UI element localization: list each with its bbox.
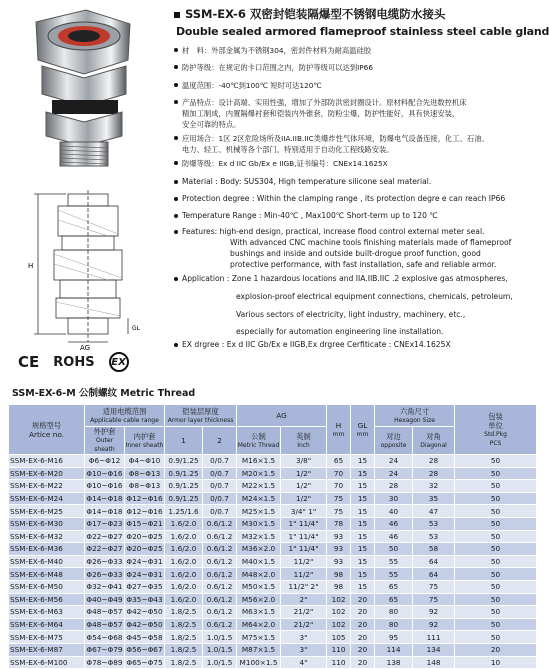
table-cell: 75: [327, 492, 351, 505]
table-cell: M100×1.5: [237, 656, 281, 669]
header-opposite: 对边 opposite: [375, 427, 413, 455]
table-cell: M30×1.5: [237, 517, 281, 530]
table-cell: 1.0/1.5: [203, 631, 237, 644]
spec-cn-features-line3: 安全可靠的特点。: [182, 120, 241, 129]
table-cell: M24×1.5: [237, 492, 281, 505]
table-cell: 114: [375, 643, 413, 656]
table-cell: 1.8/2.5: [165, 618, 203, 631]
table-row: [9, 631, 537, 644]
table-cell: 0/0.7: [203, 505, 237, 518]
table-cell: 20: [351, 643, 375, 656]
bullet-dot-icon: [174, 197, 178, 201]
table-row: [9, 517, 537, 530]
spec-cn-material: 材 料：外部金属为不锈钢304，密封件材料为耐高温硅胶: [182, 45, 371, 56]
rohs-mark-icon: ROHS: [53, 354, 95, 370]
table-cell: Φ12~Φ16: [126, 494, 163, 504]
dimension-ag-label: AG: [80, 344, 91, 352]
table-cell: SSM-EX-6-M56: [9, 593, 85, 606]
table-cell: Φ8~Φ13: [125, 467, 165, 480]
table-cell: Φ24~Φ31: [126, 557, 163, 567]
table-cell: M32×1.5: [237, 530, 281, 543]
header-outer-sheath: 外护套 Outer sheath: [85, 427, 125, 455]
table-cell: 102: [327, 606, 351, 619]
ex-mark-icon: EX: [109, 352, 129, 372]
bullet-dot-icon: [174, 214, 178, 218]
bullet-dot-icon: [174, 83, 178, 87]
table-cell: M16×1.5: [237, 455, 281, 468]
table-cell: 75: [413, 593, 455, 606]
table-cell: SSM-EX-6-M48: [9, 568, 85, 581]
table-cell: 1.6/2.0: [165, 593, 203, 606]
table-cell: 20: [351, 618, 375, 631]
table-cell: SSM-EX-6-M30: [9, 517, 85, 530]
header-package: 包装 单位 Std.Pkg PCS: [455, 405, 537, 455]
table-cell: 0.9/1.25: [165, 480, 203, 493]
table-cell: 93: [327, 530, 351, 543]
technical-drawing: [8, 190, 156, 350]
bullet-dot-icon: [174, 136, 178, 140]
header-metric: 公制 Metric Thread: [237, 427, 281, 455]
table-cell: Φ17~Φ23: [86, 519, 123, 529]
table-header-row-1: [9, 405, 537, 427]
table-cell: SSM-EX-6-M16: [9, 455, 85, 468]
table-cell: SSM-EX-6-M32: [9, 530, 85, 543]
table-cell: Φ14~Φ18: [86, 506, 123, 516]
spec-cn-application-line2: 电力、轻工、机械等各个部门，特别适用于自动化工程线路安装。: [182, 145, 394, 154]
table-cell: 50: [455, 555, 537, 568]
bullet-dot-icon: [174, 230, 178, 234]
table-row: [9, 593, 537, 606]
table-cell: SSM-EX-6-M100: [9, 656, 85, 669]
table-cell: 11/2": [281, 568, 327, 581]
table-cell: 0.6/1.2: [203, 568, 237, 581]
table-body: [9, 455, 537, 669]
specification-table: [8, 404, 537, 669]
table-cell: 30: [375, 492, 413, 505]
table-cell: 1/2": [281, 492, 327, 505]
table-cell: 46: [375, 517, 413, 530]
table-cell: 0.6/1.2: [203, 555, 237, 568]
spec-cn-protection: 防护等级：在规定的卡口范围之内，防护等级可以达到IP66: [182, 62, 373, 73]
table-cell: 50: [375, 543, 413, 556]
table-cell: Φ10~Φ16: [86, 468, 123, 478]
table-cell: SSM-EX-6-M64: [9, 618, 85, 631]
table-cell: Φ56~Φ67: [126, 645, 163, 655]
table-cell: 3": [281, 643, 327, 656]
table-cell: Φ15~Φ21: [126, 519, 163, 529]
table-cell: 70: [327, 467, 351, 480]
spec-cn-application: 应用场合：1区 2区危险场所及IIA.IIB.IIC类爆炸性气体环境，防爆电气设备连接，化工、石油、: [182, 133, 489, 144]
table-cell: 105: [327, 631, 351, 644]
table-cell: 15: [351, 492, 375, 505]
spec-en-ex-degree: EX drgree : Ex d IIC Gb/Ex e IIGB,Ex drgree Cerfiticate : CNEx14.1625X: [182, 339, 451, 351]
table-cell: 3/8": [281, 455, 327, 468]
table-cell: 15: [351, 580, 375, 593]
table-cell: 32: [413, 480, 455, 493]
spec-cn-features: 产品特点：设计高端、实用性强，增加了外部防洪密封圈设计。原材料配合先进数控机床: [182, 97, 467, 108]
table-cell: 65: [327, 455, 351, 468]
table-cell: M40×1.5: [237, 555, 281, 568]
header-ag: AG: [237, 405, 327, 427]
table-cell: Φ26~Φ33: [86, 569, 123, 579]
table-cell: 1.25/1.6: [165, 505, 203, 518]
table-cell: M50×1.5: [237, 580, 281, 593]
table-cell: 15: [351, 455, 375, 468]
table-row: [9, 505, 537, 518]
table-cell: 0.9/1.25: [165, 467, 203, 480]
table-cell: Φ20~Φ25: [126, 531, 163, 541]
table-cell: 20: [455, 643, 537, 656]
table-cell: SSM-EX-6-M63: [9, 606, 85, 619]
table-cell: 50: [455, 530, 537, 543]
spec-cn-ex-degree: 防爆等级：Ex d IIC Gb/Ex e IIGB,证书编号：CNEx14.1625X: [182, 158, 388, 169]
table-cell: 70: [327, 480, 351, 493]
table-row: [9, 492, 537, 505]
header-armor: 铠装层厚度 Armor layer thickness: [165, 405, 237, 427]
table-cell: Φ20~Φ25: [126, 544, 163, 554]
spec-en-application-line4: especially for automation engineering line installation.: [236, 327, 444, 336]
title-chinese: [174, 6, 445, 22]
table-cell: 15: [351, 530, 375, 543]
table-cell: Φ22~Φ27: [86, 531, 123, 541]
table-cell: Φ40~Φ49: [86, 594, 123, 604]
bullet-dot-icon: [174, 48, 178, 52]
table-cell: 1.8/2.5: [165, 643, 203, 656]
table-cell: 28: [413, 455, 455, 468]
table-cell: 65: [375, 580, 413, 593]
table-cell: Φ45~Φ58: [126, 632, 163, 642]
cable-gland-photo: [2, 2, 170, 170]
table-cell: 15: [351, 467, 375, 480]
table-cell: 0.9/1.25: [165, 455, 203, 468]
table-cell: 110: [327, 656, 351, 669]
table-cell: SSM-EX-6-M22: [9, 480, 85, 493]
table-cell: Φ35~Φ43: [126, 594, 163, 604]
spec-en-temperature: Temperature Range : Min-40℃ , Max100℃ Short-term up to 120 ℃: [182, 210, 438, 222]
table-row: [9, 455, 537, 468]
table-cell: 64: [413, 568, 455, 581]
table-cell: 1/2": [281, 467, 327, 480]
bullet-dot-icon: [174, 180, 178, 184]
table-cell: SSM-EX-6-M75: [9, 631, 85, 644]
table-cell: 78: [327, 517, 351, 530]
table-cell: 3/4" 1": [281, 505, 327, 518]
spec-en-protection: Protection degree : Within the clamping range , its protection degre e can reach IP66: [182, 193, 505, 205]
header-inner-sheath: 内护套 Inner sheath: [125, 427, 165, 455]
table-cell: Φ26~Φ33: [86, 557, 123, 567]
table-row: [9, 656, 537, 669]
table-cell: Φ24~Φ31: [126, 569, 163, 579]
table-cell: 1.8/2.5: [165, 606, 203, 619]
table-cell: 0.6/1.2: [203, 530, 237, 543]
table-cell: M22×1.5: [237, 480, 281, 493]
table-cell: 15: [351, 517, 375, 530]
table-row: [9, 568, 537, 581]
table-cell: SSM-EX-6-M25: [9, 505, 85, 518]
table-cell: 98: [327, 580, 351, 593]
header-h: H mm: [327, 405, 351, 455]
bullet-dot-icon: [174, 100, 178, 104]
header-hexagon: 六角尺寸 Hexagon Size: [375, 405, 455, 427]
table-cell: Φ22~Φ27: [86, 544, 123, 554]
header-diagonal: 对角 Diagonal: [413, 427, 455, 455]
table-cell: 1.6/2.0: [165, 580, 203, 593]
table-cell: M20×1.5: [237, 467, 281, 480]
table-cell: 0.6/1.2: [203, 543, 237, 556]
table-cell: 80: [375, 618, 413, 631]
table-cell: 50: [455, 618, 537, 631]
table-cell: 0/0.7: [203, 467, 237, 480]
table-cell: 21/2": [281, 618, 327, 631]
table-cell: 20: [351, 593, 375, 606]
title-english: Double sealed armored flameproof stainless steel cable gland: [176, 25, 549, 38]
table-cell: 50: [455, 517, 537, 530]
table-cell: M48×2.0: [237, 568, 281, 581]
table-cell: 55: [375, 555, 413, 568]
table-cell: 50: [455, 505, 537, 518]
table-cell: Φ54~Φ68: [86, 632, 123, 642]
table-cell: 1.6/2.0: [165, 568, 203, 581]
table-cell: 0.6/1.2: [203, 593, 237, 606]
header-article: 规格型号 Artice no.: [9, 405, 85, 455]
square-bullet-icon: [174, 12, 180, 18]
table-cell: 134: [413, 643, 455, 656]
table-cell: M56×2.0: [237, 593, 281, 606]
table-cell: SSM-EX-6-M40: [9, 555, 85, 568]
table-cell: 98: [327, 568, 351, 581]
table-cell: 10: [455, 656, 537, 669]
table-cell: 0.6/1.2: [203, 618, 237, 631]
header-armor-2: 2: [203, 427, 237, 455]
table-row: [9, 555, 537, 568]
spec-cn-features-line2: 精加工制成，内置隔爆衬套和铠装内外锥套，防粉尘爆，防护性能好，具有快速安装，: [182, 109, 460, 118]
table-cell: 50: [455, 606, 537, 619]
table-cell: 75: [327, 505, 351, 518]
table-cell: Φ6~Φ12: [85, 455, 125, 468]
table-cell: 50: [455, 593, 537, 606]
table-cell: 0/0.7: [203, 455, 237, 468]
table-cell: 93: [327, 555, 351, 568]
table-cell: 11/2": [281, 555, 327, 568]
table-cell: 93: [327, 543, 351, 556]
table-row: [9, 580, 537, 593]
table-row: [9, 530, 537, 543]
table-cell: 50: [455, 568, 537, 581]
table-cell: 4": [281, 656, 327, 669]
header-cable-range: 适用电缆范围 Applicable cable range: [85, 405, 165, 427]
spec-en-material: Material : Body: SUS304, High temperature silicone seal material.: [182, 176, 431, 188]
bullet-dot-icon: [174, 161, 178, 165]
table-cell: Φ42~Φ50: [126, 607, 163, 617]
table-cell: 0.9/1.25: [165, 492, 203, 505]
header-inch: 英制 Inch: [281, 427, 327, 455]
table-cell: 1" 11/4": [281, 543, 327, 556]
table-row: [9, 543, 537, 556]
table-title: SSM-EX-6-M 公制螺纹 Metric Thread: [12, 388, 196, 399]
table-cell: 92: [413, 618, 455, 631]
table-cell: 46: [375, 530, 413, 543]
table-cell: 0/0.7: [203, 480, 237, 493]
table-cell: 102: [327, 618, 351, 631]
table-cell: 2": [281, 593, 327, 606]
table-cell: 50: [455, 455, 537, 468]
table-cell: 1.6/2.0: [165, 555, 203, 568]
table-cell: 20: [351, 606, 375, 619]
table-cell: 1.0/1.5: [203, 656, 237, 669]
table-cell: 11/2" 2": [281, 580, 327, 593]
table-cell: 50: [455, 467, 537, 480]
table-cell: M25×1.5: [237, 505, 281, 518]
table-cell: 110: [327, 643, 351, 656]
table-cell: 1.0/1.5: [203, 643, 237, 656]
table-cell: 21/2": [281, 606, 327, 619]
table-cell: 64: [413, 555, 455, 568]
table-cell: 3": [281, 631, 327, 644]
table-cell: 15: [351, 555, 375, 568]
spec-en-application: Application : Zone 1 hazardous locations and IIA.IIB.IIC .2 explosive gas atmospheres,: [182, 273, 508, 285]
table-cell: Φ10~Φ16: [86, 481, 123, 491]
table-cell: 148: [413, 656, 455, 669]
table-cell: 65: [375, 593, 413, 606]
table-cell: Φ4~Φ10: [125, 455, 165, 468]
table-cell: SSM-EX-6-M50: [9, 580, 85, 593]
table-cell: 75: [413, 580, 455, 593]
table-cell: 1" 11/4": [281, 530, 327, 543]
spec-en-features-line2: With advanced CNC machine tools finishing materials made of flameproof: [230, 238, 512, 247]
table-cell: SSM-EX-6-M20: [9, 467, 85, 480]
bullet-dot-icon: [174, 343, 178, 347]
table-cell: 35: [413, 492, 455, 505]
table-cell: Φ32~Φ41: [86, 582, 123, 592]
table-cell: 50: [455, 580, 537, 593]
table-cell: 80: [375, 606, 413, 619]
spec-en-features-line4: protective performance, with fast installation, safe and reliable armor.: [230, 260, 497, 269]
table-cell: 1.6/2.0: [165, 543, 203, 556]
table-cell: M64×2.0: [237, 618, 281, 631]
table-cell: 0.6/1.2: [203, 580, 237, 593]
table-cell: 15: [351, 480, 375, 493]
table-cell: 50: [455, 631, 537, 644]
table-cell: Φ8~Φ13: [125, 480, 165, 493]
table-row: [9, 643, 537, 656]
table-cell: 111: [413, 631, 455, 644]
header-armor-1: 1: [165, 427, 203, 455]
spec-en-application-line3: Various sectors of electricity, light industry, machinery, etc.,: [236, 310, 466, 319]
spec-en-application-line2: explosion-proof electrical equipment connections, chemicals, petroleum,: [236, 292, 513, 301]
table-cell: SSM-EX-6-M24: [9, 492, 85, 505]
table-cell: 24: [375, 455, 413, 468]
dimension-gl-label: GL: [132, 325, 140, 332]
table-cell: 1.6/2.0: [165, 530, 203, 543]
table-cell: 55: [375, 568, 413, 581]
table-cell: 15: [351, 543, 375, 556]
table-cell: SSM-EX-6-M87: [9, 643, 85, 656]
table-cell: Φ42~Φ50: [126, 620, 163, 630]
table-cell: 1.8/2.5: [165, 631, 203, 644]
table-cell: Φ14~Φ18: [86, 494, 123, 504]
table-cell: Φ65~Φ75: [126, 657, 163, 667]
table-cell: 102: [327, 593, 351, 606]
table-cell: 95: [375, 631, 413, 644]
table-cell: M75×1.5: [237, 631, 281, 644]
table-cell: 15: [351, 568, 375, 581]
table-cell: 138: [375, 656, 413, 669]
table-cell: 50: [455, 492, 537, 505]
table-cell: Φ48~Φ57: [86, 607, 123, 617]
certification-logos: [18, 352, 129, 372]
header-gl: GL mm: [351, 405, 375, 455]
table-cell: 15: [351, 505, 375, 518]
table-cell: Φ12~Φ16: [126, 506, 163, 516]
table-cell: SSM-EX-6-M36: [9, 543, 85, 556]
table-cell: 40: [375, 505, 413, 518]
table-cell: 0/0.7: [203, 492, 237, 505]
bullet-dot-icon: [174, 277, 178, 281]
ce-mark-icon: CE: [18, 353, 40, 371]
table-cell: 53: [413, 517, 455, 530]
table-row: [9, 480, 537, 493]
table-cell: 20: [351, 631, 375, 644]
table-cell: Φ48~Φ57: [86, 620, 123, 630]
table-cell: Φ78~Φ89: [86, 657, 123, 667]
table-row: [9, 606, 537, 619]
table-cell: 28: [375, 480, 413, 493]
table-cell: 47: [413, 505, 455, 518]
table-cell: 58: [413, 543, 455, 556]
table-cell: 53: [413, 530, 455, 543]
bullet-dot-icon: [174, 65, 178, 69]
table-cell: 28: [413, 467, 455, 480]
table-cell: 50: [455, 543, 537, 556]
table-row: [9, 467, 537, 480]
table-cell: M36×2.0: [237, 543, 281, 556]
table-cell: 1.6/2.0: [165, 517, 203, 530]
spec-cn-temperature: 温度范围：-40℃到100℃ 短时可达120℃: [182, 80, 322, 91]
table-cell: 0.6/1.2: [203, 606, 237, 619]
table-cell: 1" 11/4": [281, 517, 327, 530]
table-cell: 50: [455, 480, 537, 493]
table-cell: 92: [413, 606, 455, 619]
table-cell: 1.8/2.5: [165, 656, 203, 669]
title-chinese-text: SSM-EX-6 双密封铠装隔爆型不锈钢电缆防水接头: [185, 7, 446, 21]
table-cell: Φ67~Φ79: [86, 645, 123, 655]
table-cell: M63×1.5: [237, 606, 281, 619]
table-cell: 0.6/1.2: [203, 517, 237, 530]
table-cell: 1/2": [281, 480, 327, 493]
spec-en-features-line3: bushings and inside and outside built-drogue proof function, good: [230, 249, 481, 258]
dimension-h-label: H: [28, 262, 34, 270]
table-cell: M87×1.5: [237, 643, 281, 656]
table-row: [9, 618, 537, 631]
table-cell: 20: [351, 656, 375, 669]
table-cell: Φ27~Φ35: [126, 582, 163, 592]
table-cell: 24: [375, 467, 413, 480]
spec-en-features: Features: high-end design, practical, increase flood control external meter seal.: [182, 226, 484, 238]
